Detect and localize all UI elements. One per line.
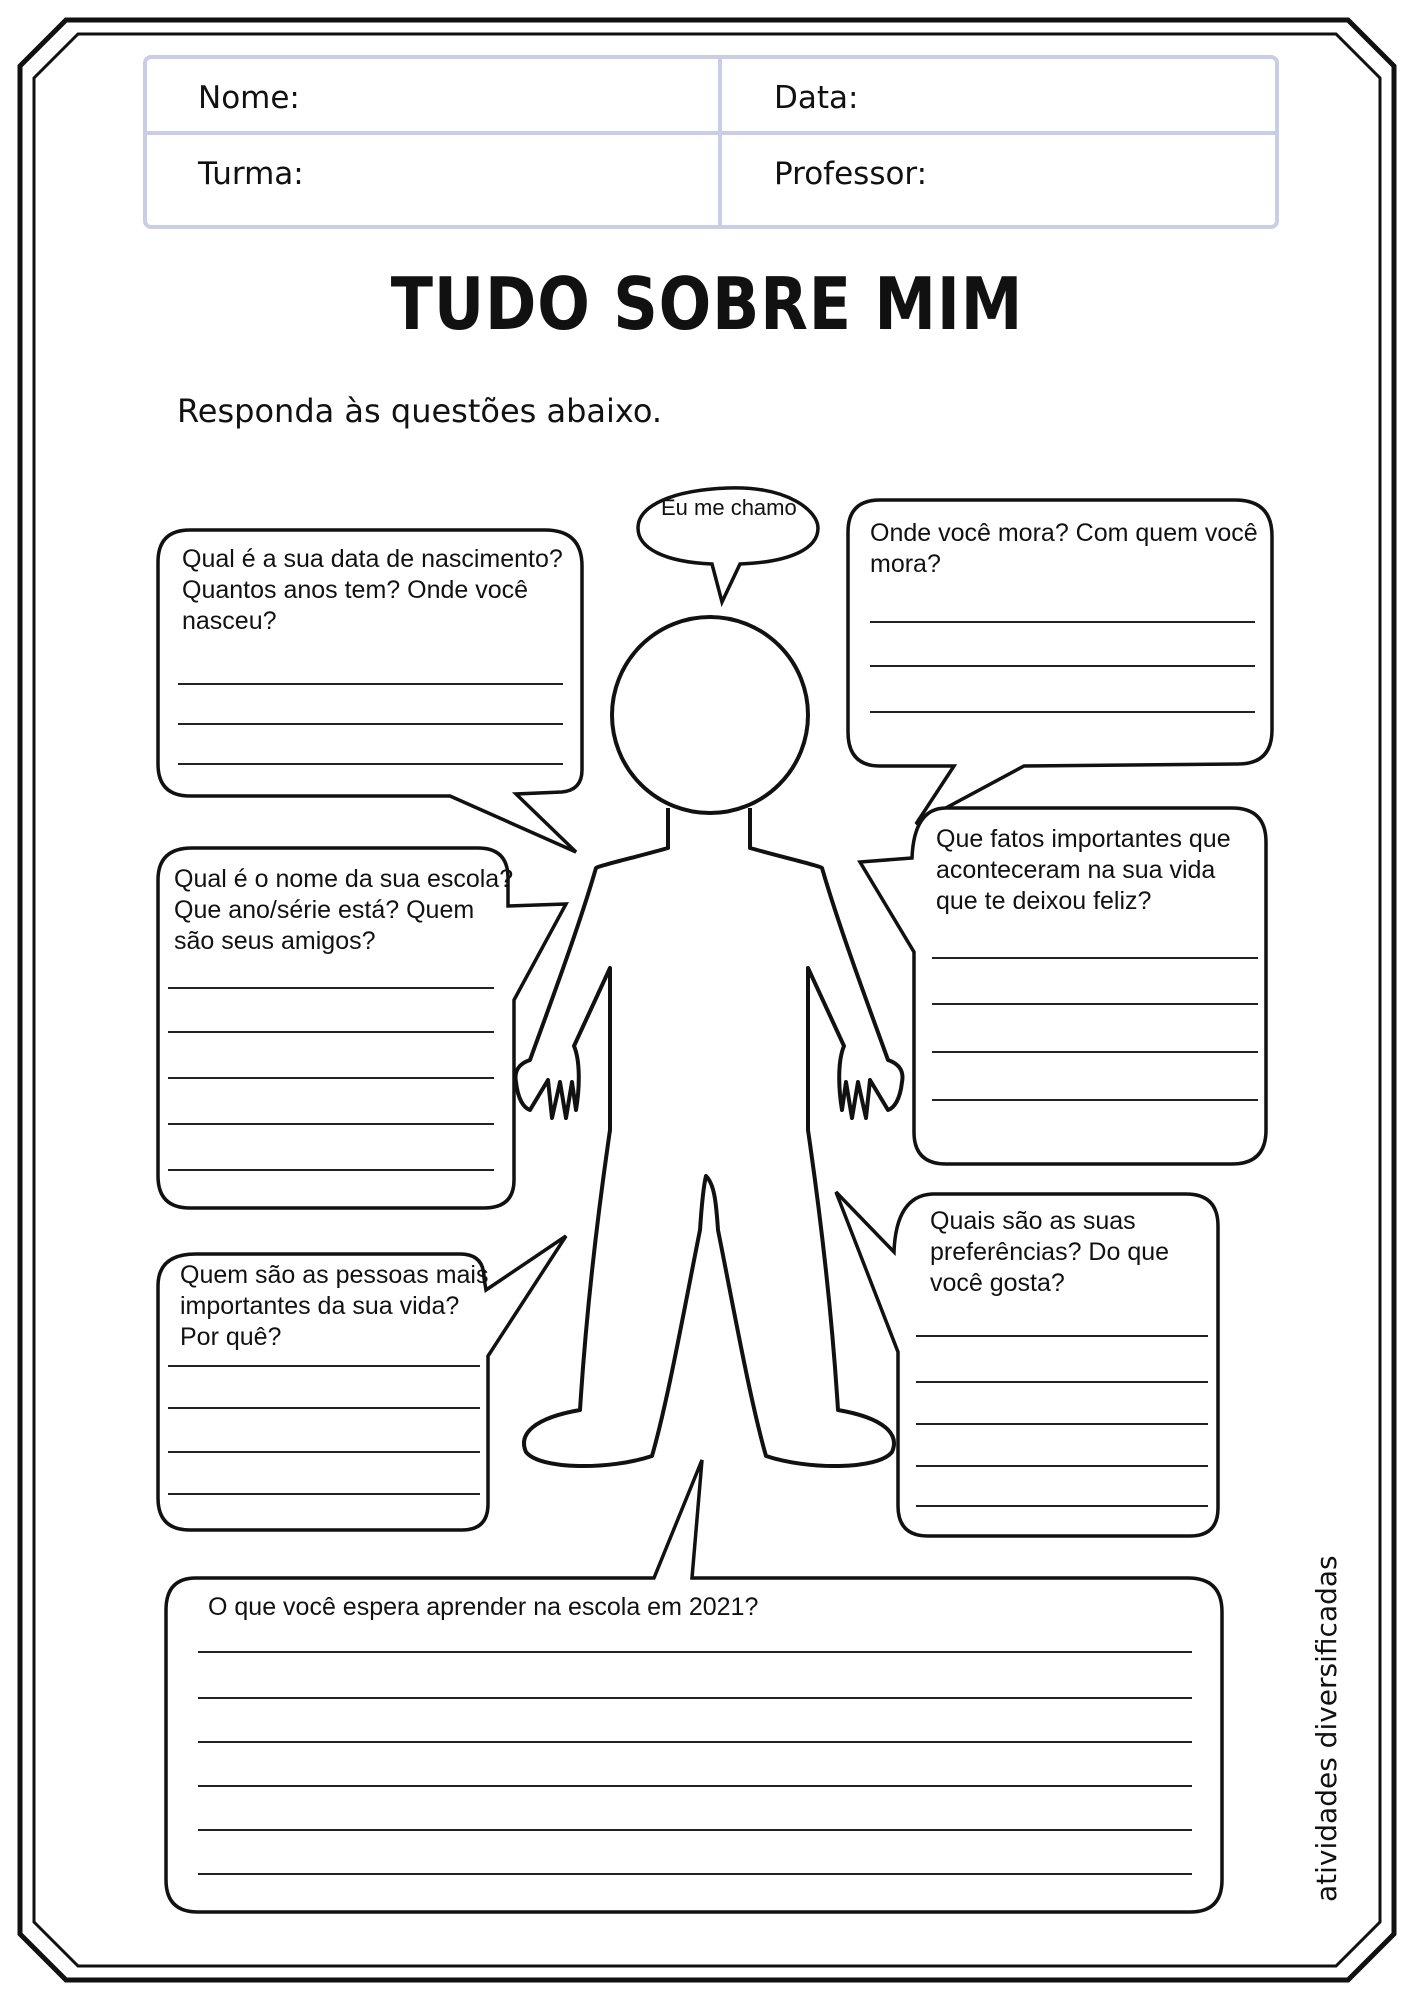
prefs-question-line: Quais são as suas <box>930 1207 1136 1235</box>
people-question-line: Por quê? <box>180 1323 282 1351</box>
home-question-line: mora? <box>870 550 941 578</box>
header-table <box>145 57 1277 227</box>
birth-question-line: Qual é a sua data de nascimento? <box>182 545 563 573</box>
happy-question-line: Que fatos importantes que <box>936 825 1231 853</box>
expect-question: O que você espera aprender na escola em 2021? <box>208 1593 759 1621</box>
happy-question-line: aconteceram na sua vida <box>936 856 1216 884</box>
people-question-line: importantes da sua vida? <box>180 1292 460 1320</box>
happy-question <box>936 824 1231 917</box>
school-question <box>174 864 513 957</box>
prefs-question <box>930 1206 1169 1299</box>
happy-question-line: que te deixou feliz? <box>936 887 1152 915</box>
instructions-text: Responda às questões abaixo. <box>177 392 663 430</box>
birth-question <box>182 544 563 637</box>
school-question-line: Que ano/série está? Quem <box>174 896 475 924</box>
prefs-question-line: você gosta? <box>930 1269 1065 1297</box>
people-question <box>180 1260 488 1353</box>
people-question-line: Quem são as pessoas mais <box>180 1261 489 1289</box>
page-title: TUDO SOBRE MIM <box>390 262 1024 346</box>
side-watermark-text: atividades diversificadas <box>1310 1555 1343 1902</box>
name-prompt: Eu me chamo <box>661 495 797 520</box>
birth-question-line: Quantos anos tem? Onde você <box>182 576 529 604</box>
home-question-line: Onde você mora? Com quem você <box>870 519 1258 547</box>
birth-question-line: nasceu? <box>182 607 277 635</box>
school-question-line: Qual é o nome da sua escola? <box>174 865 514 893</box>
home-question <box>870 518 1258 580</box>
school-question-line: são seus amigos? <box>174 927 376 955</box>
class-field-label: Turma: <box>198 156 304 192</box>
prefs-question-line: preferências? Do que <box>930 1238 1170 1266</box>
teacher-field-label: Professor: <box>774 156 928 192</box>
name-field-label: Nome: <box>198 80 300 116</box>
date-field-label: Data: <box>774 80 859 116</box>
